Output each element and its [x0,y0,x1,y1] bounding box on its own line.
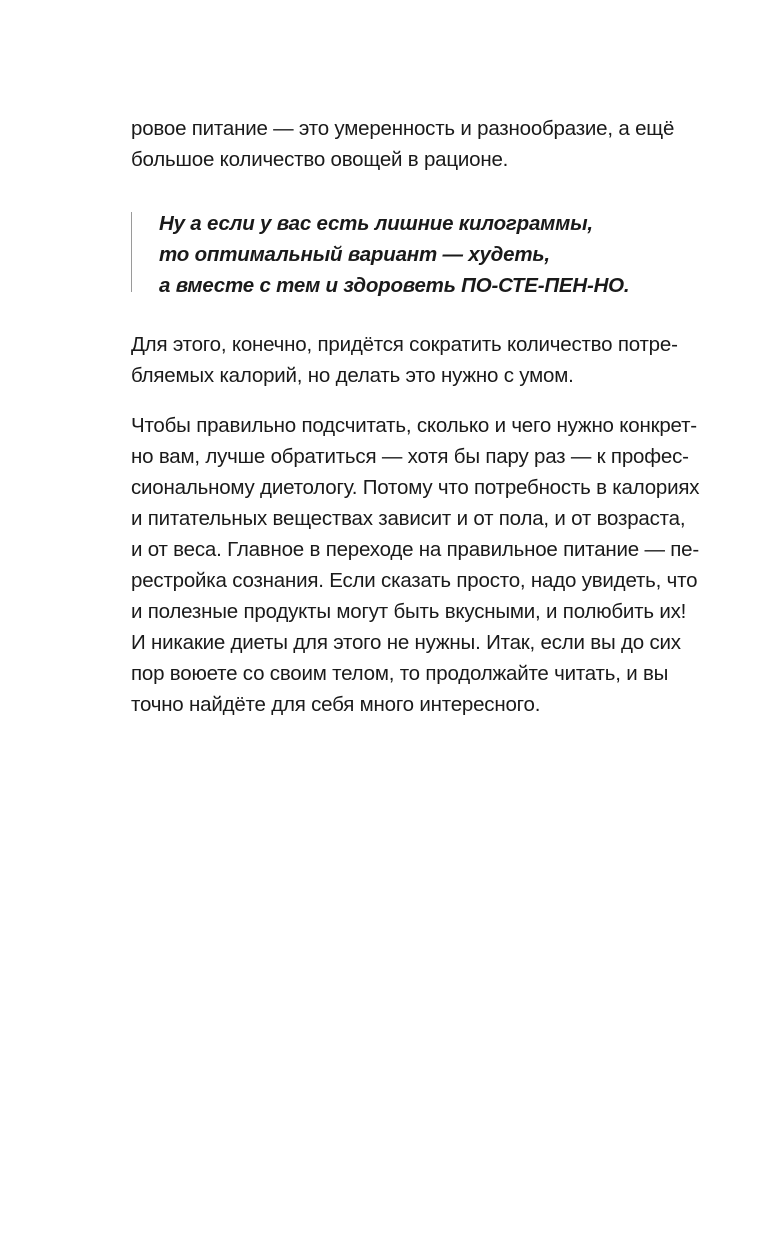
quote-line: то оптимальный вариант — худеть, [159,243,550,266]
paragraph-intro [131,113,675,175]
paragraph-dietitian [131,410,700,720]
quote-line: а вместе с тем и здороветь ПО-СТЕ-ПЕН-НО. [159,274,630,297]
paragraph-calories [131,329,678,391]
text-line: Чтобы правильно подсчитать, сколько и чего нужно конкрет- [131,414,697,437]
text-line: рестройка сознания. Если сказать просто, надо увидеть, что [131,569,698,592]
text-line: и от веса. Главное в переходе на правильное питание — пе- [131,538,700,561]
text-line: И никакие диеты для этого не нужны. Итак, если вы до сих [131,631,681,654]
quote-text [159,208,629,301]
text-line: большое количество овощей в рационе. [131,148,509,171]
quote-bar [131,212,132,292]
text-line: но вам, лучше обратиться — хотя бы пару раз — к профес- [131,445,689,468]
text-line: и питательных веществах зависит и от пола, и от возраста, [131,507,686,530]
pull-quote [131,210,651,297]
quote-line: Ну а если у вас есть лишние килограммы, [159,212,593,235]
text-line: бляемых калорий, но делать это нужно с умом. [131,364,574,387]
text-line: сиональному диетологу. Потому что потребность в калориях [131,476,700,499]
text-line: Для этого, конечно, придётся сократить количество потре- [131,333,678,356]
text-line: точно найдёте для себя много интересного. [131,693,541,716]
text-line: и полезные продукты могут быть вкусными, и полюбить их! [131,600,687,623]
text-line: ровое питание — это умеренность и разнообразие, а ещё [131,117,675,140]
text-line: пор воюете со своим телом, то продолжайте читать, и вы [131,662,669,685]
